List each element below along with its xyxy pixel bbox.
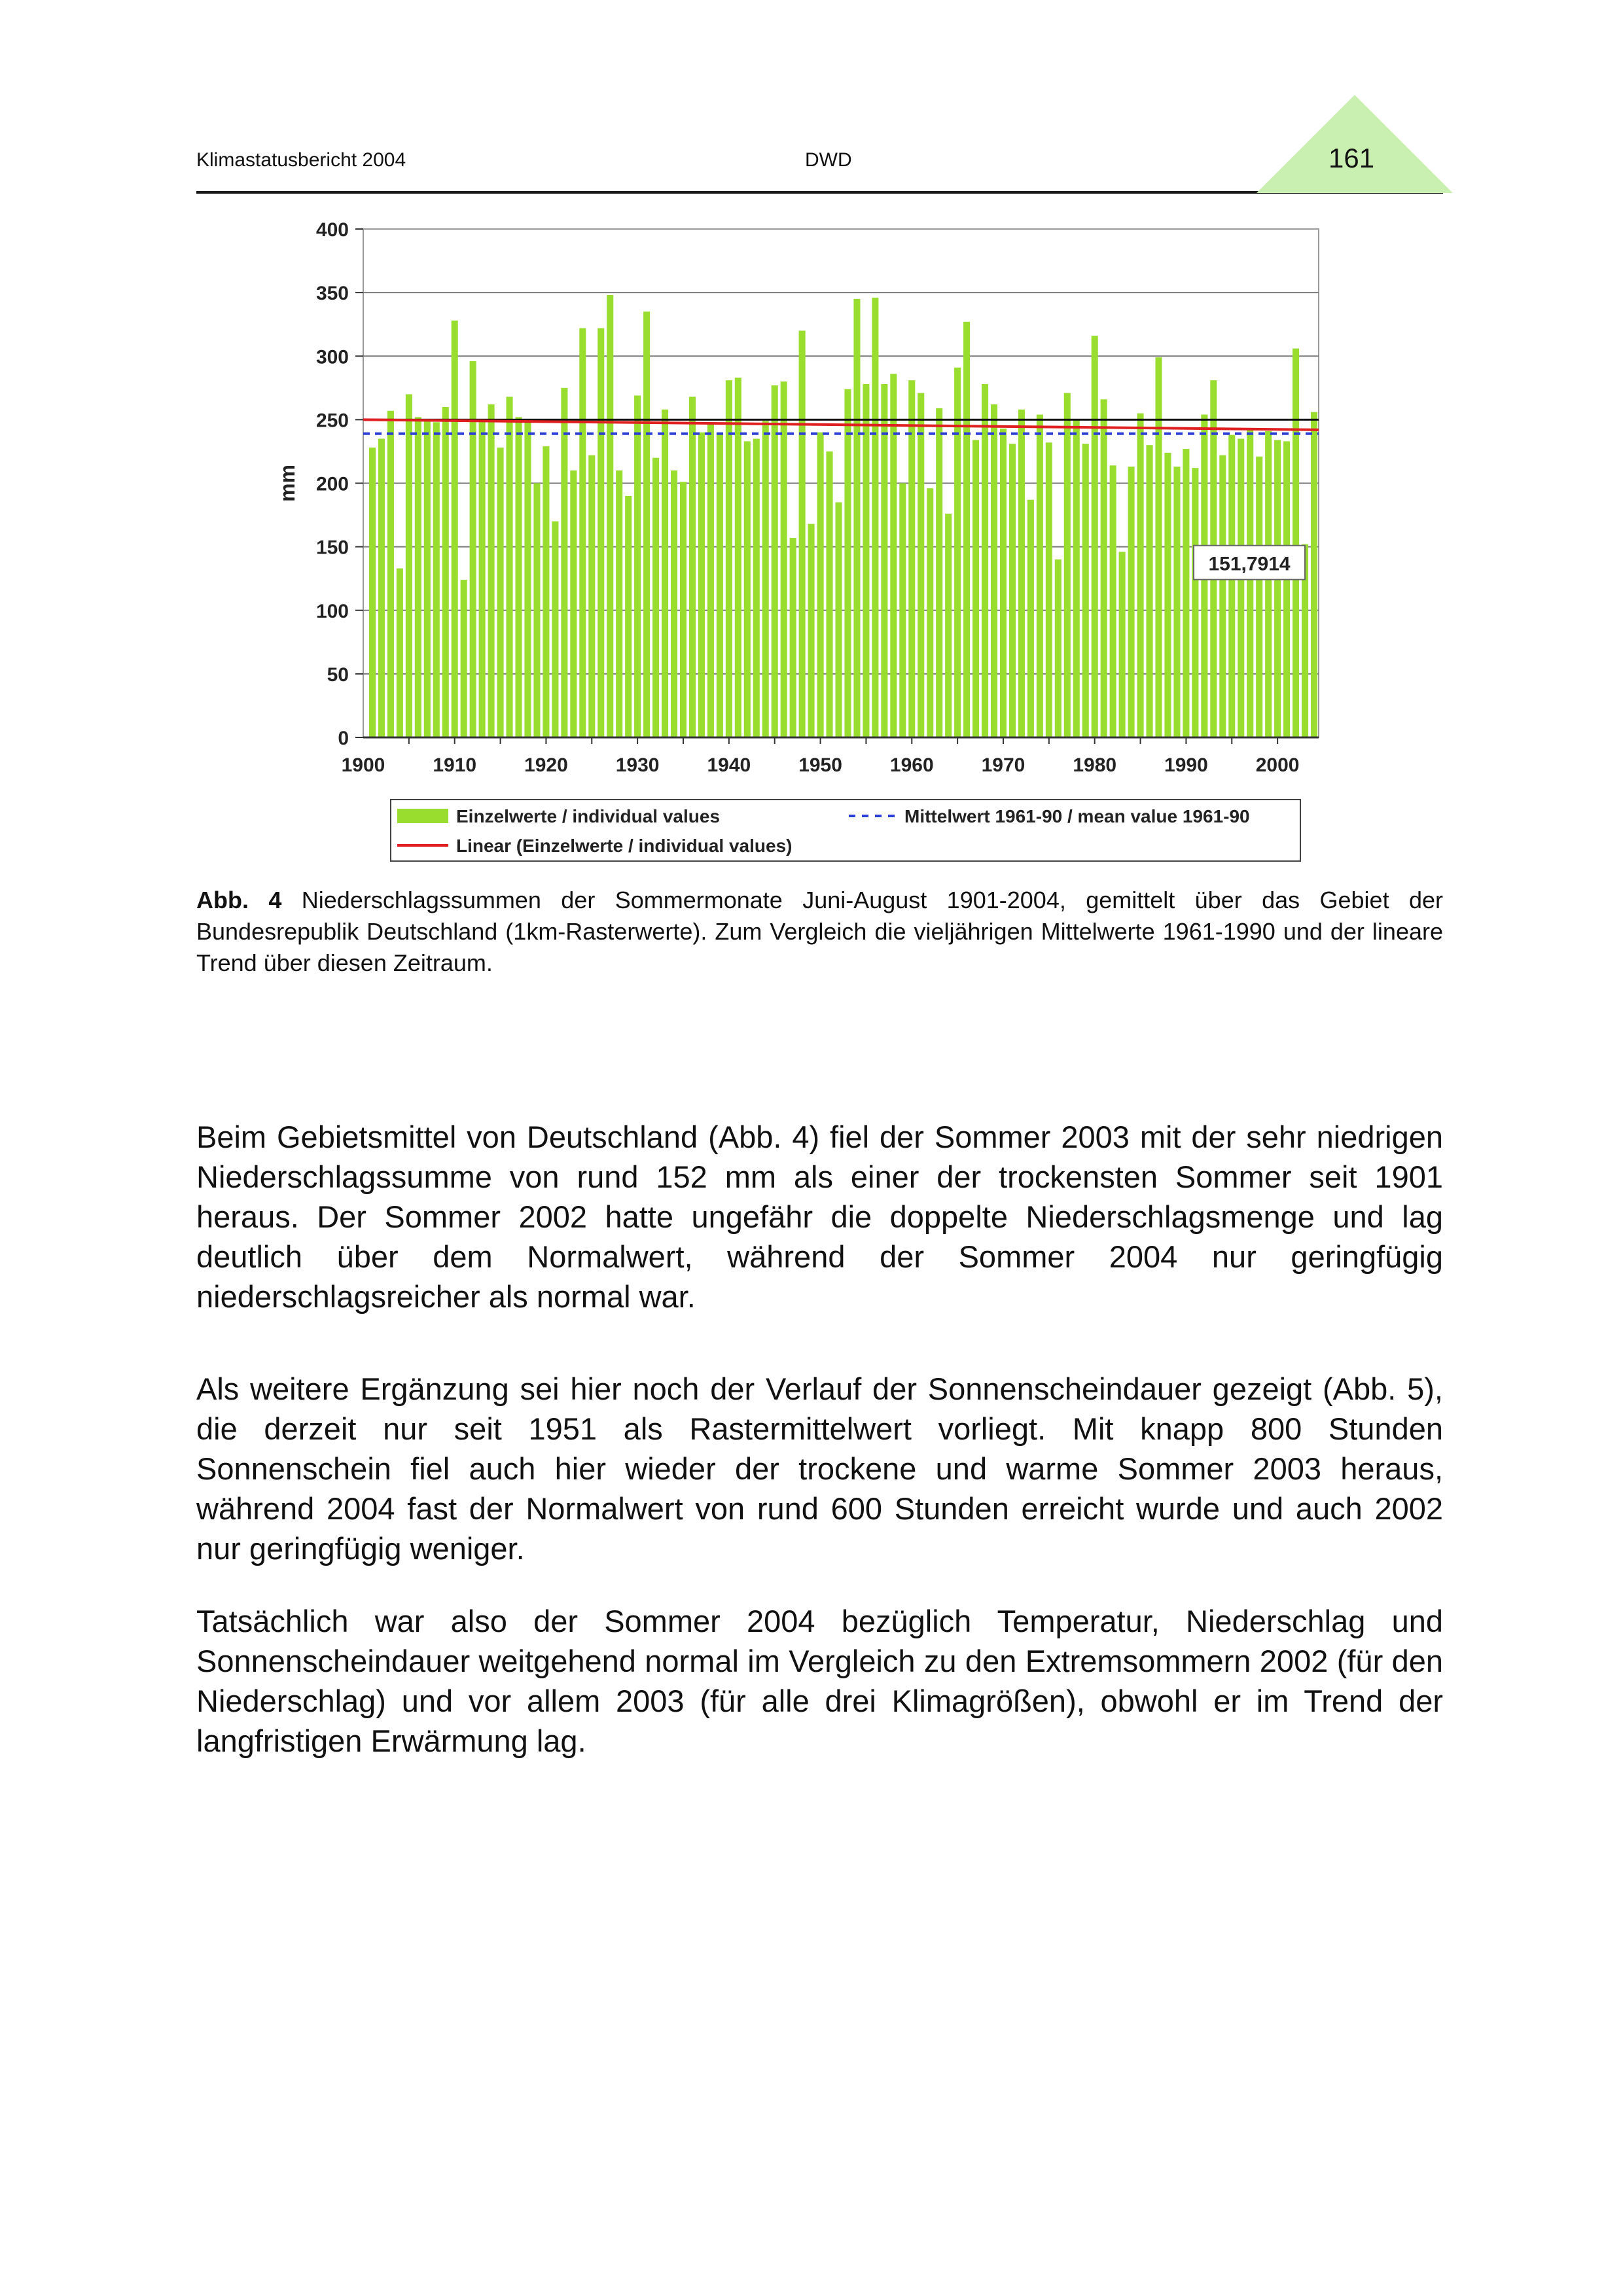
legend-label-mean: Mittelwert 1961-90 / mean value 1961-90 xyxy=(904,806,1250,826)
bar xyxy=(1027,500,1034,737)
bar xyxy=(680,482,687,737)
caption-text: Niederschlagssummen der Sommermonate Juni-August 1901-2004, gemittelt über das Gebiet der Bundesrepublik Deutschland (1km-Rasterwerte). Zum Vergleich die vieljährigen Mittelwerte 1961-1990 und der lineare Trend über diesen Zeitraum. xyxy=(196,887,1443,976)
y-tick-label: 300 xyxy=(315,346,349,368)
bar xyxy=(552,521,558,737)
bar xyxy=(616,470,622,737)
body-paragraph-3: Tatsächlich war also der Sommer 2004 bezüglich Temperatur, Niederschlag und Sonnenscheindauer weitgehend normal im Vergleich zu den Extremsommern 2002 (für den Niederschlag) und vor allem 2003 (für alle drei Klimagrößen), obwohl er im Trend der langfristigen Erwärmung lag. xyxy=(196,1604,1443,1758)
y-tick-label: 150 xyxy=(315,537,349,559)
bar xyxy=(452,321,458,737)
bar xyxy=(671,470,677,737)
bar xyxy=(963,322,970,737)
report-title: Klimastatusbericht 2004 xyxy=(196,149,406,171)
bar xyxy=(515,417,522,737)
bar xyxy=(918,393,924,737)
bar xyxy=(1137,414,1144,737)
y-tick-label: 0 xyxy=(338,728,349,749)
bar xyxy=(954,368,961,737)
bar xyxy=(844,389,851,737)
bar xyxy=(406,395,412,737)
x-tick-label: 1980 xyxy=(1073,754,1117,776)
bar xyxy=(387,411,394,737)
bar xyxy=(1128,467,1135,737)
bar xyxy=(835,503,842,737)
bar xyxy=(982,384,988,737)
legend-label-trend: Linear (Einzelwerte / individual values) xyxy=(456,836,793,856)
bar xyxy=(698,433,705,737)
bar xyxy=(579,328,586,737)
bar xyxy=(397,569,403,737)
caption-label: Abb. 4 xyxy=(196,887,282,913)
bar xyxy=(588,455,595,737)
bar xyxy=(972,440,979,737)
bar xyxy=(936,408,942,737)
bar xyxy=(369,448,376,737)
bar xyxy=(1247,429,1253,737)
bar xyxy=(1256,457,1262,737)
bar xyxy=(1155,357,1162,737)
annotation-label: 151,7914 xyxy=(1208,553,1291,575)
y-tick-label: 350 xyxy=(315,283,349,305)
y-tick-label: 200 xyxy=(315,473,349,495)
bar xyxy=(1092,336,1098,737)
bar xyxy=(533,484,540,738)
bar xyxy=(652,458,659,737)
bar xyxy=(927,488,933,737)
bar xyxy=(707,423,714,737)
bar xyxy=(863,384,869,737)
bar xyxy=(424,419,431,737)
bar xyxy=(543,446,549,737)
bar xyxy=(1037,415,1043,737)
bar xyxy=(1283,441,1290,737)
bar xyxy=(378,439,385,737)
bar xyxy=(991,404,997,737)
bar xyxy=(799,330,806,737)
bar xyxy=(945,514,952,737)
bar xyxy=(1018,410,1025,737)
x-tick-label: 1940 xyxy=(707,754,751,776)
precipitation-chart xyxy=(275,209,1335,864)
x-tick-label: 1960 xyxy=(889,754,934,776)
bar xyxy=(881,384,887,737)
body-paragraph-1: Beim Gebietsmittel von Deutschland (Abb. 4) fiel der Sommer 2003 mit der sehr niedrigen Niederschlagssumme von rund 152 mm als einer der trockensten Sommer seit 1901 heraus. Der Sommer 2002 hatte ungefähr die doppelte Niederschlagsmenge und lag deutlich über dem Normalwert, während der Sommer 2004 nur geringfügig niederschlagsreicher als normal war. xyxy=(196,1120,1443,1314)
bar xyxy=(415,417,421,737)
bar xyxy=(1311,412,1317,737)
bar xyxy=(625,496,632,737)
bar xyxy=(1192,468,1198,737)
bar xyxy=(1293,349,1299,737)
publisher-name: DWD xyxy=(805,149,852,171)
bar xyxy=(717,433,723,737)
bar xyxy=(607,295,613,737)
bar xyxy=(524,419,531,737)
y-tick-label: 50 xyxy=(327,663,349,686)
bar xyxy=(1000,429,1007,737)
bar xyxy=(790,538,796,737)
page-number: 161 xyxy=(1329,143,1375,173)
legend-swatch-bars xyxy=(397,809,448,823)
bar xyxy=(853,299,860,737)
bar xyxy=(634,395,641,737)
bar xyxy=(817,433,824,737)
bar xyxy=(689,397,696,737)
bar xyxy=(772,385,778,737)
bar xyxy=(899,484,906,738)
bar xyxy=(470,361,476,737)
bar xyxy=(507,397,513,737)
x-tick-label: 1910 xyxy=(433,754,477,776)
bar xyxy=(597,328,604,737)
x-tick-label: 2000 xyxy=(1255,754,1300,776)
bar xyxy=(1082,444,1089,737)
bar xyxy=(497,448,504,737)
x-tick-label: 1970 xyxy=(981,754,1026,776)
bar xyxy=(753,439,760,737)
body-paragraph-2: Als weitere Ergänzung sei hier noch der Verlauf der Sonnenscheindauer gezeigt (Abb. 5), die derzeit nur seit 1951 als Rastermittelwert vorliegt. Mit knapp 800 Stunden Sonnenschein fiel auch hier wieder der trockene und warme Sommer 2003 heraus, während 2004 fast der Normalwert von rund 600 Stunden erreicht wurde und auch 2002 nur geringfügig weniger. xyxy=(196,1371,1443,1566)
bar xyxy=(1055,559,1061,737)
bar xyxy=(872,298,878,737)
y-axis-label: mm xyxy=(276,465,299,502)
bar xyxy=(1073,419,1080,737)
legend-label-bars: Einzelwerte / individual values xyxy=(456,806,721,826)
figure-caption xyxy=(196,885,1443,979)
bar xyxy=(442,407,449,737)
bar xyxy=(1009,444,1016,737)
bar xyxy=(1110,465,1116,737)
bar xyxy=(433,422,440,737)
bar xyxy=(1238,439,1244,737)
x-tick-label: 1920 xyxy=(524,754,568,776)
bar xyxy=(744,441,751,737)
y-tick-label: 100 xyxy=(315,600,349,622)
bar xyxy=(1183,449,1189,737)
bar xyxy=(1274,440,1281,737)
x-tick-label: 1900 xyxy=(341,754,385,776)
bar xyxy=(461,580,467,737)
page-header xyxy=(196,131,1443,194)
y-tick-label: 250 xyxy=(315,410,349,432)
bar xyxy=(890,374,897,737)
bar xyxy=(762,421,769,737)
bar xyxy=(808,524,815,737)
bar xyxy=(1265,431,1272,737)
bar xyxy=(1147,445,1153,737)
x-tick-label: 1950 xyxy=(798,754,842,776)
bar xyxy=(1164,453,1171,737)
bar xyxy=(1228,435,1235,737)
bar xyxy=(561,388,567,737)
bar xyxy=(1173,467,1180,737)
bar xyxy=(1064,393,1071,737)
bar xyxy=(662,410,668,737)
bar xyxy=(827,451,833,737)
y-tick-label: 400 xyxy=(315,219,349,241)
bar xyxy=(1219,455,1226,737)
x-tick-label: 1990 xyxy=(1164,754,1208,776)
bar xyxy=(479,419,486,737)
bar xyxy=(488,404,495,737)
bar xyxy=(1119,552,1126,737)
bar xyxy=(1046,442,1052,737)
x-tick-label: 1930 xyxy=(615,754,660,776)
bar xyxy=(643,311,650,737)
bar xyxy=(570,470,577,737)
bar xyxy=(735,378,741,737)
bar xyxy=(1101,399,1107,737)
